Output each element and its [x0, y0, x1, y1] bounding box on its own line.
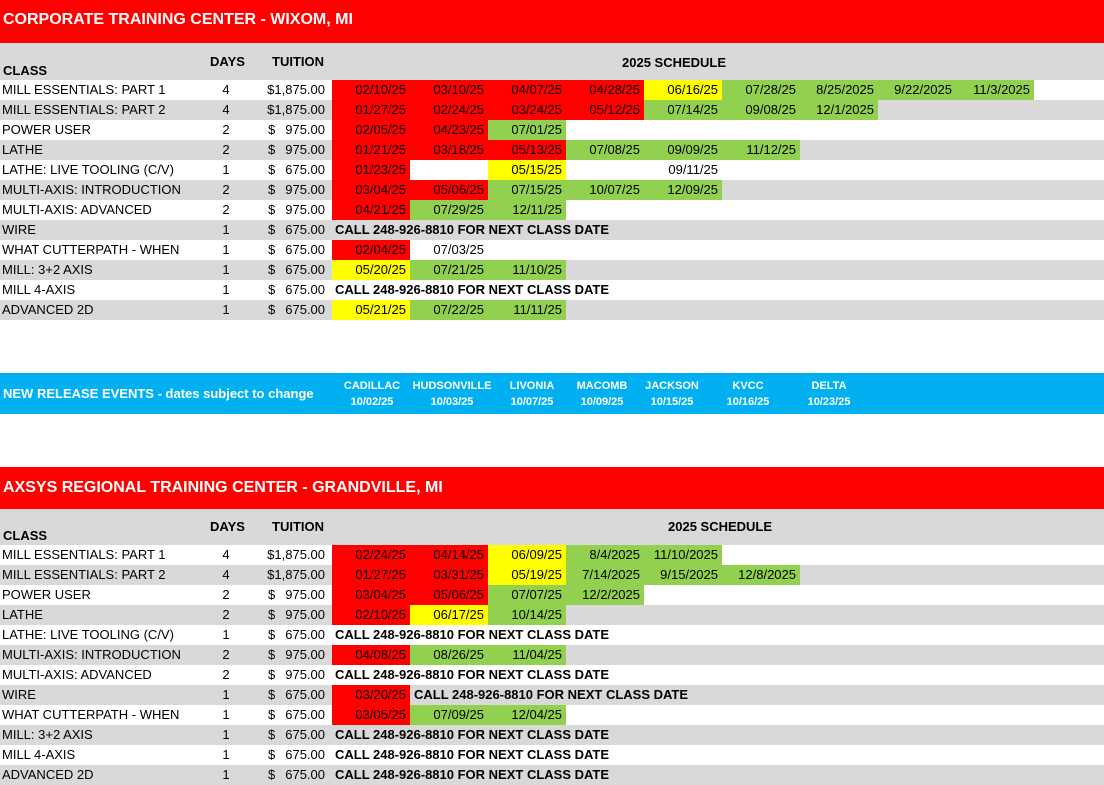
- event-city: CADILLAC: [343, 380, 401, 392]
- tuition-dollar: $: [268, 647, 276, 662]
- tuition-dollar: $: [268, 302, 276, 317]
- schedule-date: 07/08/25: [566, 140, 644, 160]
- class-name: MILL ESSENTIALS: PART 2: [2, 102, 166, 117]
- class-tuition: 675.00: [285, 282, 325, 297]
- tuition-dollar: $: [268, 707, 276, 722]
- table-row: [0, 705, 1104, 725]
- tuition-dollar: $: [268, 767, 276, 782]
- schedule-date: 11/12/25: [722, 140, 800, 160]
- class-name: MILL ESSENTIALS: PART 2: [2, 567, 166, 582]
- table-row: [0, 200, 1104, 220]
- event-date: 10/15/25: [650, 396, 694, 408]
- class-tuition: 975.00: [285, 122, 325, 137]
- event-item: [412, 378, 492, 410]
- class-tuition: 675.00: [285, 747, 325, 762]
- schedule-date: 7/14/2025: [566, 565, 644, 585]
- class-days: 2: [222, 647, 230, 662]
- class-days: 4: [222, 567, 230, 582]
- tuition-dollar: $: [268, 282, 276, 297]
- schedule-date: 03/18/25: [410, 140, 488, 160]
- event-city: HUDSONVILLE: [412, 380, 492, 392]
- table-row: [0, 100, 1104, 120]
- schedule-date: 12/1/2025: [800, 100, 878, 120]
- class-name: MULTI-AXIS: ADVANCED: [2, 667, 152, 682]
- event-item: [562, 378, 642, 410]
- schedule-date: 03/31/25: [410, 565, 488, 585]
- class-name: POWER USER: [2, 587, 91, 602]
- schedule-date: 05/19/25: [488, 565, 566, 585]
- schedule-date: 11/3/2025: [956, 80, 1034, 100]
- event-date: 10/03/25: [430, 396, 474, 408]
- call-notice: CALL 248-926-8810 FOR NEXT CLASS DATE: [335, 667, 610, 682]
- schedule-date: 06/17/25: [410, 605, 488, 625]
- class-tuition: 675.00: [285, 627, 325, 642]
- tuition-dollar: $: [268, 122, 276, 137]
- class-name: POWER USER: [2, 122, 91, 137]
- tuition-header: TUITION: [272, 519, 324, 534]
- class-days: 2: [222, 202, 230, 217]
- days-header: DAYS: [210, 54, 245, 69]
- class-tuition: 675.00: [285, 687, 325, 702]
- event-item: [332, 378, 412, 410]
- schedule-date: 9/22/2025: [878, 80, 956, 100]
- event-item: [708, 378, 788, 410]
- schedule-date: [410, 160, 488, 180]
- tuition-dollar: $: [268, 202, 276, 217]
- class-days: 4: [222, 547, 230, 562]
- schedule-date: [566, 160, 644, 180]
- schedule-date: 05/13/25: [488, 140, 566, 160]
- schedule-date: 05/15/25: [488, 160, 566, 180]
- tuition-dollar: $: [268, 262, 276, 277]
- event-city: MACOMB: [576, 380, 628, 392]
- schedule-date: 05/21/25: [332, 300, 410, 320]
- class-days: 1: [222, 282, 230, 297]
- class-name: LATHE: [2, 607, 43, 622]
- tuition-dollar: $: [268, 587, 276, 602]
- call-notice: CALL 248-926-8810 FOR NEXT CLASS DATE: [335, 222, 610, 237]
- table-row: [0, 605, 1104, 625]
- schedule-date: 07/03/25: [433, 242, 484, 257]
- class-tuition: 675.00: [285, 707, 325, 722]
- class-tuition: $1,875.00: [267, 102, 325, 117]
- schedule-date: 09/11/25: [668, 162, 718, 177]
- class-name: ADVANCED 2D: [2, 302, 94, 317]
- call-notice: CALL 248-926-8810 FOR NEXT CLASS DATE: [335, 727, 610, 742]
- class-tuition: 975.00: [285, 667, 325, 682]
- schedule-date: 11/04/25: [488, 645, 566, 665]
- tuition-dollar: $: [268, 727, 276, 742]
- table-row: [0, 545, 1104, 565]
- class-name: MILL ESSENTIALS: PART 1: [2, 547, 166, 562]
- class-name: WHAT CUTTERPATH - WHEN: [2, 707, 180, 722]
- schedule-date: 04/07/25: [488, 80, 566, 100]
- class-header: CLASS: [3, 63, 48, 78]
- class-days: 2: [222, 667, 230, 682]
- class-days: 1: [222, 707, 230, 722]
- schedule-date: 05/12/25: [566, 100, 644, 120]
- table-row: [0, 725, 1104, 745]
- class-days: 1: [222, 302, 230, 317]
- class-name: MILL 4-AXIS: [2, 282, 76, 297]
- schedule-date: 01/21/25: [332, 140, 410, 160]
- class-days: 1: [222, 747, 230, 762]
- schedule-date: 04/08/25: [332, 645, 410, 665]
- class-tuition: 975.00: [285, 607, 325, 622]
- tuition-dollar: $: [268, 142, 276, 157]
- schedule-date: 03/05/25: [332, 705, 410, 725]
- class-name: LATHE: LIVE TOOLING (C/V): [2, 627, 174, 642]
- tuition-header: TUITION: [272, 54, 324, 69]
- class-tuition: 675.00: [285, 162, 325, 177]
- schedule-date: 01/27/25: [332, 565, 410, 585]
- event-date: 10/07/25: [510, 396, 554, 408]
- schedule-header: 2025 SCHEDULE: [622, 55, 727, 70]
- class-days: 1: [222, 242, 230, 257]
- table-row: [0, 240, 1104, 260]
- grandville-header: [0, 509, 1104, 545]
- schedule-date: 03/24/25: [488, 100, 566, 120]
- class-tuition: 975.00: [285, 202, 325, 217]
- tuition-dollar: $: [268, 182, 276, 197]
- event-item: [632, 378, 712, 410]
- class-name: WHAT CUTTERPATH - WHEN: [2, 242, 180, 257]
- schedule-date: 03/04/25: [332, 180, 410, 200]
- schedule-header: 2025 SCHEDULE: [668, 519, 773, 534]
- class-tuition: $1,875.00: [267, 567, 325, 582]
- schedule-date: 11/11/25: [488, 300, 566, 320]
- call-notice: CALL 248-926-8810 FOR NEXT CLASS DATE: [414, 687, 689, 702]
- class-name: LATHE: [2, 142, 43, 157]
- schedule-date: 04/21/25: [332, 200, 410, 220]
- schedule-date: 08/26/25: [410, 645, 488, 665]
- schedule-date: 07/14/25: [644, 100, 722, 120]
- table-row: [0, 685, 1104, 705]
- event-item: [492, 378, 572, 410]
- wixom-header: [0, 43, 1104, 80]
- class-name: MILL: 3+2 AXIS: [2, 262, 93, 277]
- events-title: NEW RELEASE EVENTS - dates subject to change: [3, 386, 314, 401]
- schedule-date: 09/08/25: [722, 100, 800, 120]
- schedule-date: 02/10/25: [332, 605, 410, 625]
- table-row: [0, 765, 1104, 785]
- table-row: [0, 745, 1104, 765]
- class-days: 1: [222, 162, 230, 177]
- call-notice: CALL 248-926-8810 FOR NEXT CLASS DATE: [335, 767, 610, 782]
- class-days: 4: [222, 102, 230, 117]
- schedule-date: 01/27/25: [332, 100, 410, 120]
- schedule-date: 02/10/25: [332, 80, 410, 100]
- schedule-date: 12/8/2025: [722, 565, 800, 585]
- class-tuition: 675.00: [285, 302, 325, 317]
- schedule-date: 07/21/25: [410, 260, 488, 280]
- tuition-dollar: $: [268, 627, 276, 642]
- schedule-date: 8/4/2025: [566, 545, 644, 565]
- schedule-date: 07/09/25: [410, 705, 488, 725]
- events-list: [0, 378, 1104, 410]
- schedule-date: 07/28/25: [722, 80, 800, 100]
- table-row: [0, 140, 1104, 160]
- schedule-date: 02/05/25: [332, 120, 410, 140]
- class-tuition: 975.00: [285, 142, 325, 157]
- schedule-date: 04/23/25: [410, 120, 488, 140]
- call-notice: CALL 248-926-8810 FOR NEXT CLASS DATE: [335, 282, 610, 297]
- class-header: CLASS: [3, 528, 48, 543]
- grandville-banner: AXSYS REGIONAL TRAINING CENTER - GRANDVILLE, MI: [0, 467, 1104, 509]
- schedule-date: 9/15/2025: [644, 565, 722, 585]
- schedule-date: 07/29/25: [410, 200, 488, 220]
- class-name: WIRE: [2, 687, 36, 702]
- schedule-date: 12/04/25: [488, 705, 566, 725]
- schedule-date: 12/09/25: [644, 180, 722, 200]
- schedule-date: 12/11/25: [488, 200, 566, 220]
- schedule-date: 06/16/25: [644, 80, 722, 100]
- schedule-date: 12/2/2025: [566, 585, 644, 605]
- class-tuition: 975.00: [285, 182, 325, 197]
- schedule-date: 07/01/25: [488, 120, 566, 140]
- schedule-date: 07/07/25: [488, 585, 566, 605]
- class-days: 1: [222, 222, 230, 237]
- event-date: 10/09/25: [580, 396, 624, 408]
- table-row: [0, 645, 1104, 665]
- table-row: [0, 565, 1104, 585]
- event-city: JACKSON: [645, 380, 699, 392]
- table-row: [0, 120, 1104, 140]
- schedule-date: 06/09/25: [488, 545, 566, 565]
- class-name: WIRE: [2, 222, 36, 237]
- class-tuition: 675.00: [285, 262, 325, 277]
- table-row: [0, 625, 1104, 645]
- class-days: 2: [222, 122, 230, 137]
- days-header: DAYS: [210, 519, 245, 534]
- class-name: ADVANCED 2D: [2, 767, 94, 782]
- tuition-dollar: $: [268, 747, 276, 762]
- event-date: 10/16/25: [726, 396, 770, 408]
- class-days: 2: [222, 142, 230, 157]
- class-name: MULTI-AXIS: INTRODUCTION: [2, 182, 181, 197]
- class-name: LATHE: LIVE TOOLING (C/V): [2, 162, 174, 177]
- schedule-date: 05/06/25: [410, 180, 488, 200]
- call-notice: CALL 248-926-8810 FOR NEXT CLASS DATE: [335, 627, 610, 642]
- class-days: 1: [222, 262, 230, 277]
- tuition-dollar: $: [268, 222, 276, 237]
- wixom-banner: CORPORATE TRAINING CENTER - WIXOM, MI: [0, 0, 1104, 43]
- schedule-date: 02/04/25: [332, 240, 410, 260]
- event-city: DELTA: [811, 380, 847, 392]
- class-tuition: 675.00: [285, 767, 325, 782]
- event-item: [789, 378, 869, 410]
- tuition-dollar: $: [268, 687, 276, 702]
- table-row: [0, 160, 1104, 180]
- schedule-date: 8/25/2025: [800, 80, 878, 100]
- schedule-date: 02/24/25: [410, 100, 488, 120]
- table-row: [0, 300, 1104, 320]
- class-days: 1: [222, 767, 230, 782]
- class-name: MULTI-AXIS: ADVANCED: [2, 202, 152, 217]
- table-row: [0, 180, 1104, 200]
- schedule-date: 04/14/25: [410, 545, 488, 565]
- schedule-date: 11/10/2025: [644, 545, 722, 565]
- class-days: 4: [222, 82, 230, 97]
- event-city: LIVONIA: [509, 380, 555, 392]
- tuition-dollar: $: [268, 242, 276, 257]
- call-notice: CALL 248-926-8810 FOR NEXT CLASS DATE: [335, 747, 610, 762]
- schedule-date: 09/09/25: [644, 140, 722, 160]
- schedule-date: 05/06/25: [410, 585, 488, 605]
- class-tuition: 975.00: [285, 647, 325, 662]
- class-tuition: $1,875.00: [267, 82, 325, 97]
- table-row: [0, 80, 1104, 100]
- event-date: 10/23/25: [807, 396, 851, 408]
- class-tuition: 975.00: [285, 587, 325, 602]
- schedule-date: 10/14/25: [488, 605, 566, 625]
- table-row: [0, 280, 1104, 300]
- class-name: MILL ESSENTIALS: PART 1: [2, 82, 166, 97]
- class-tuition: 675.00: [285, 727, 325, 742]
- class-days: 1: [222, 727, 230, 742]
- class-name: MILL: 3+2 AXIS: [2, 727, 93, 742]
- schedule-date: 03/04/25: [332, 585, 410, 605]
- schedule-date: 10/07/25: [566, 180, 644, 200]
- schedule-date: 03/10/25: [410, 80, 488, 100]
- tuition-dollar: $: [268, 667, 276, 682]
- class-days: 2: [222, 182, 230, 197]
- table-row: [0, 585, 1104, 605]
- schedule-date: 04/28/25: [566, 80, 644, 100]
- class-days: 1: [222, 627, 230, 642]
- table-row: [0, 220, 1104, 240]
- class-name: MILL 4-AXIS: [2, 747, 76, 762]
- class-tuition: 675.00: [285, 222, 325, 237]
- event-city: KVCC: [732, 380, 764, 392]
- class-name: MULTI-AXIS: INTRODUCTION: [2, 647, 181, 662]
- event-date: 10/02/25: [350, 396, 394, 408]
- table-row: [0, 665, 1104, 685]
- table-row: [0, 260, 1104, 280]
- schedule-date: 03/20/25: [332, 685, 410, 705]
- tuition-dollar: $: [268, 162, 276, 177]
- schedule-date: 11/10/25: [488, 260, 566, 280]
- class-days: 2: [222, 607, 230, 622]
- class-days: 2: [222, 587, 230, 602]
- schedule-date: 05/20/25: [332, 260, 410, 280]
- class-tuition: $1,875.00: [267, 547, 325, 562]
- schedule-date: 01/23/25: [332, 160, 410, 180]
- class-tuition: 675.00: [285, 242, 325, 257]
- schedule-date: 02/24/25: [332, 545, 410, 565]
- class-days: 1: [222, 687, 230, 702]
- events-banner: [0, 373, 1104, 414]
- schedule-date: 07/15/25: [488, 180, 566, 200]
- tuition-dollar: $: [268, 607, 276, 622]
- schedule-date: 07/22/25: [410, 300, 488, 320]
